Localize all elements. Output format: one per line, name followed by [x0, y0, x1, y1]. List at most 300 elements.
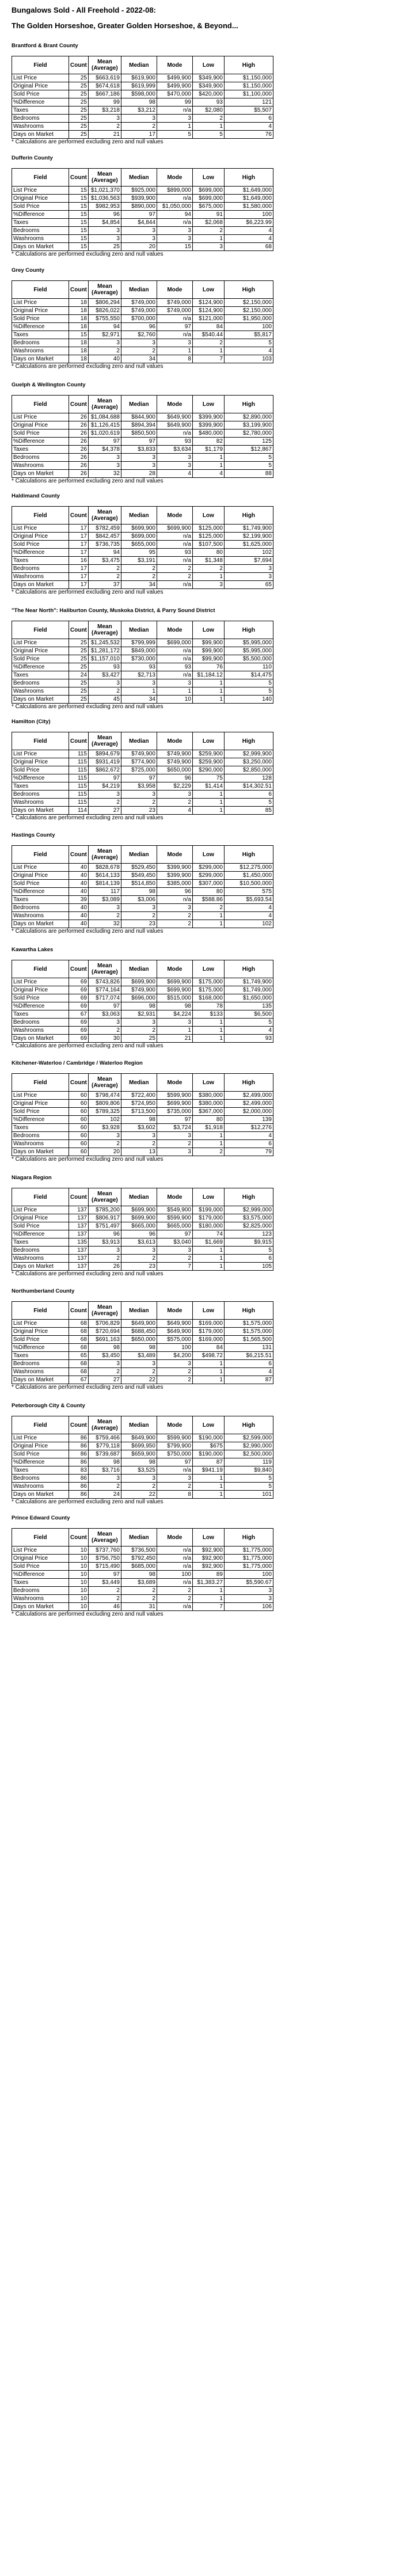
- table-row: [12, 1238, 273, 1247]
- stat-cell: 15: [69, 331, 89, 339]
- stat-cell: 23: [121, 920, 157, 928]
- stat-cell: 102: [88, 1116, 121, 1124]
- stat-cell: 40: [69, 888, 89, 896]
- column-header: Median: [121, 621, 157, 639]
- stat-cell: 2: [121, 565, 157, 573]
- column-header: Mode: [157, 169, 192, 187]
- stat-cell: $349,900: [192, 82, 224, 90]
- region-section: [12, 155, 391, 258]
- field-label: Original Price: [12, 1328, 69, 1336]
- column-header: Mode: [157, 56, 192, 74]
- column-header: Field: [12, 169, 69, 187]
- stat-cell: 5: [224, 799, 273, 807]
- stat-cell: 3: [121, 791, 157, 799]
- field-label: Bedrooms: [12, 1475, 69, 1483]
- stat-cell: 2: [88, 799, 121, 807]
- stat-cell: $2,499,000: [224, 1100, 273, 1108]
- stat-cell: $699,000: [121, 533, 157, 541]
- field-label: List Price: [12, 525, 69, 533]
- stats-table: [12, 1416, 273, 1499]
- stat-cell: n/a: [157, 647, 192, 655]
- stat-cell: 74: [192, 1230, 224, 1238]
- field-label: List Price: [12, 74, 69, 82]
- table-header-row: [12, 732, 273, 750]
- field-label: List Price: [12, 1206, 69, 1214]
- stat-cell: $649,900: [157, 1328, 192, 1336]
- column-header: Count: [69, 732, 89, 750]
- stat-cell: 2: [121, 912, 157, 920]
- stat-cell: $849,000: [121, 647, 157, 655]
- stat-cell: $6,223.99: [224, 219, 273, 227]
- stat-cell: $6,500: [224, 1010, 273, 1019]
- column-header: Mean (Average): [88, 1302, 121, 1320]
- stat-cell: $659,900: [121, 1450, 157, 1458]
- stat-cell: 1: [192, 920, 224, 928]
- stat-cell: 2: [157, 1587, 192, 1595]
- stat-cell: $706,829: [88, 1320, 121, 1328]
- table-row: [12, 454, 273, 462]
- stat-cell: 3: [88, 1247, 121, 1255]
- stat-cell: 4: [192, 470, 224, 478]
- stat-cell: 139: [224, 1116, 273, 1124]
- stat-cell: $4,844: [121, 219, 157, 227]
- calculation-note: * Calculations are performed excluding zero and null values: [12, 704, 164, 710]
- stat-cell: 4: [224, 347, 273, 355]
- stat-cell: $399,900: [192, 413, 224, 421]
- field-label: %Difference: [12, 438, 69, 446]
- table-row: [12, 470, 273, 478]
- stat-cell: 1: [192, 1475, 224, 1483]
- stat-cell: 32: [88, 920, 121, 928]
- stat-cell: 6: [224, 1360, 273, 1368]
- field-label: %Difference: [12, 549, 69, 557]
- field-label: Sold Price: [12, 1450, 69, 1458]
- table-row: [12, 299, 273, 307]
- stat-cell: $1,450,000: [224, 872, 273, 880]
- column-header: Count: [69, 1188, 89, 1206]
- stat-cell: 3: [157, 679, 192, 687]
- stat-cell: $575,000: [157, 1336, 192, 1344]
- stat-cell: n/a: [157, 219, 192, 227]
- region-title: Kitchener-Waterloo / Cambridge / Waterloo Region: [12, 1060, 143, 1066]
- table-row: [12, 647, 273, 655]
- stat-cell: n/a: [157, 541, 192, 549]
- stat-cell: 10: [157, 696, 192, 704]
- stat-cell: $1,383.27: [192, 1579, 224, 1587]
- table-row: [12, 525, 273, 533]
- calculation-note: * Calculations are performed excluding zero and null values: [12, 1611, 164, 1617]
- field-label: %Difference: [12, 663, 69, 671]
- stat-cell: $696,000: [121, 994, 157, 1002]
- stat-cell: $9,840: [224, 1466, 273, 1475]
- table-row: [12, 1255, 273, 1263]
- field-label: Days on Market: [12, 1376, 69, 1384]
- field-label: Sold Price: [12, 203, 69, 211]
- stat-cell: 4: [224, 1368, 273, 1376]
- stat-cell: $743,826: [88, 978, 121, 986]
- stat-cell: 10: [69, 1603, 89, 1611]
- stat-cell: 87: [224, 1376, 273, 1384]
- stat-cell: 86: [69, 1458, 89, 1466]
- stat-cell: 68: [69, 1344, 89, 1352]
- stat-cell: 115: [69, 791, 89, 799]
- stat-cell: 2: [88, 573, 121, 581]
- stat-cell: 96: [88, 211, 121, 219]
- stat-cell: $2,000,000: [224, 1108, 273, 1116]
- stat-cell: $1,565,500: [224, 1336, 273, 1344]
- stat-cell: 17: [69, 565, 89, 573]
- table-row: [12, 1563, 273, 1571]
- stat-cell: $5,500,000: [224, 655, 273, 663]
- stat-cell: $749,900: [121, 750, 157, 758]
- stat-cell: 1: [192, 1360, 224, 1368]
- stat-cell: $720,694: [88, 1328, 121, 1336]
- stat-cell: 25: [69, 82, 89, 90]
- table-header-row: [12, 960, 273, 978]
- field-label: Taxes: [12, 1010, 69, 1019]
- table-header-row: [12, 1302, 273, 1320]
- table-row: [12, 1140, 273, 1148]
- column-header: Low: [192, 281, 224, 299]
- stat-cell: $7,694: [224, 557, 273, 565]
- stat-cell: $674,618: [88, 82, 121, 90]
- field-label: Original Price: [12, 1100, 69, 1108]
- column-header: Mean (Average): [88, 169, 121, 187]
- stat-cell: 18: [69, 339, 89, 347]
- field-label: Original Price: [12, 307, 69, 315]
- stat-cell: 39: [69, 896, 89, 904]
- stat-cell: $619,999: [121, 82, 157, 90]
- table-row: [12, 1124, 273, 1132]
- stat-cell: 67: [69, 1376, 89, 1384]
- stat-cell: $2,713: [121, 671, 157, 679]
- stat-cell: $107,500: [192, 541, 224, 549]
- stat-cell: 22: [121, 1491, 157, 1499]
- column-header: Count: [69, 1074, 89, 1092]
- stat-cell: n/a: [157, 1579, 192, 1587]
- column-header: Median: [121, 56, 157, 74]
- field-label: Taxes: [12, 896, 69, 904]
- table-row: [12, 864, 273, 872]
- region-section: [12, 607, 391, 711]
- table-row: [12, 679, 273, 687]
- stat-cell: 3: [88, 1360, 121, 1368]
- field-label: Original Price: [12, 758, 69, 766]
- stat-cell: 98: [121, 1458, 157, 1466]
- stat-cell: $1,575,000: [224, 1328, 273, 1336]
- stat-cell: 25: [69, 696, 89, 704]
- stat-cell: $168,000: [192, 994, 224, 1002]
- stat-cell: 25: [121, 1035, 157, 1043]
- table-row: [12, 235, 273, 243]
- stat-cell: $588.86: [192, 896, 224, 904]
- stat-cell: $1,281,172: [88, 647, 121, 655]
- stat-cell: $1,775,000: [224, 1547, 273, 1555]
- stat-cell: 1: [192, 1132, 224, 1140]
- column-header: Mode: [157, 1416, 192, 1434]
- stat-cell: $844,900: [121, 413, 157, 421]
- stat-cell: 89: [192, 1571, 224, 1579]
- table-row: [12, 1108, 273, 1116]
- stat-cell: 97: [157, 1230, 192, 1238]
- field-label: Days on Market: [12, 131, 69, 139]
- stat-cell: 4: [157, 807, 192, 815]
- stat-cell: 97: [157, 1458, 192, 1466]
- field-label: List Price: [12, 1092, 69, 1100]
- column-header: High: [224, 56, 273, 74]
- stat-cell: 60: [69, 1140, 89, 1148]
- field-label: Original Price: [12, 82, 69, 90]
- stat-cell: $649,900: [157, 421, 192, 430]
- table-row: [12, 1450, 273, 1458]
- stat-cell: $99,900: [192, 639, 224, 647]
- calculation-note: * Calculations are performed excluding zero and null values: [12, 1499, 164, 1505]
- stat-cell: 137: [69, 1230, 89, 1238]
- table-row: [12, 904, 273, 912]
- stat-cell: $2,068: [192, 219, 224, 227]
- field-label: Taxes: [12, 219, 69, 227]
- field-label: Taxes: [12, 331, 69, 339]
- regions-container: [12, 43, 391, 1618]
- region-section: [12, 832, 391, 935]
- stat-cell: 40: [69, 872, 89, 880]
- column-header: Mode: [157, 1529, 192, 1547]
- stat-cell: 137: [69, 1263, 89, 1271]
- stat-cell: n/a: [157, 557, 192, 565]
- stat-cell: $699,900: [121, 978, 157, 986]
- field-label: Taxes: [12, 446, 69, 454]
- stats-table: [12, 168, 273, 251]
- stat-cell: 18: [69, 323, 89, 331]
- stat-cell: 83: [69, 1466, 89, 1475]
- stat-cell: $3,634: [157, 446, 192, 454]
- stat-cell: $1,084,688: [88, 413, 121, 421]
- stat-cell: n/a: [157, 533, 192, 541]
- stat-cell: 10: [69, 1595, 89, 1603]
- stat-cell: 5: [192, 131, 224, 139]
- stat-cell: 5: [224, 1247, 273, 1255]
- stat-cell: 88: [224, 470, 273, 478]
- stats-table: [12, 845, 273, 928]
- field-label: Bedrooms: [12, 454, 69, 462]
- region-section: [12, 1515, 391, 1618]
- stat-cell: 15: [157, 243, 192, 251]
- stat-cell: 1: [192, 347, 224, 355]
- stat-cell: $749,000: [121, 299, 157, 307]
- stat-cell: $1,749,000: [224, 986, 273, 994]
- field-label: Sold Price: [12, 880, 69, 888]
- field-label: Days on Market: [12, 807, 69, 815]
- column-header: Field: [12, 1074, 69, 1092]
- table-row: [12, 1247, 273, 1255]
- column-header: Count: [69, 621, 89, 639]
- table-row: [12, 696, 273, 704]
- stat-cell: 137: [69, 1206, 89, 1214]
- stat-cell: $179,000: [192, 1328, 224, 1336]
- stat-cell: $699,000: [192, 195, 224, 203]
- calculation-note: * Calculations are performed excluding zero and null values: [12, 139, 164, 145]
- column-header: Count: [69, 507, 89, 525]
- table-row: [12, 1587, 273, 1595]
- column-header: Field: [12, 507, 69, 525]
- field-label: Washrooms: [12, 687, 69, 696]
- stat-cell: 16: [69, 557, 89, 565]
- field-label: Sold Price: [12, 1563, 69, 1571]
- stat-cell: 101: [224, 1491, 273, 1499]
- column-header: Median: [121, 281, 157, 299]
- stat-cell: 80: [192, 549, 224, 557]
- stat-cell: $715,490: [88, 1563, 121, 1571]
- stat-cell: $133: [192, 1010, 224, 1019]
- table-row: [12, 315, 273, 323]
- stat-cell: 60: [69, 1092, 89, 1100]
- stat-cell: $2,599,000: [224, 1434, 273, 1442]
- stat-cell: $3,475: [88, 557, 121, 565]
- stat-cell: $699,900: [157, 978, 192, 986]
- stat-cell: 2: [88, 1027, 121, 1035]
- table-row: [12, 986, 273, 994]
- field-label: List Price: [12, 299, 69, 307]
- stat-cell: $549,900: [157, 1206, 192, 1214]
- stat-cell: 4: [224, 235, 273, 243]
- stat-cell: $826,022: [88, 307, 121, 315]
- stat-cell: 102: [224, 549, 273, 557]
- field-label: %Difference: [12, 888, 69, 896]
- stat-cell: 26: [69, 413, 89, 421]
- stat-cell: 68: [69, 1368, 89, 1376]
- field-label: Washrooms: [12, 235, 69, 243]
- stat-cell: 17: [69, 573, 89, 581]
- region-section: [12, 382, 391, 485]
- field-label: Sold Price: [12, 1108, 69, 1116]
- stat-cell: $685,000: [121, 1563, 157, 1571]
- stat-cell: $828,678: [88, 864, 121, 872]
- stat-cell: $599,900: [157, 1092, 192, 1100]
- stat-cell: $121,000: [192, 315, 224, 323]
- column-header: Field: [12, 281, 69, 299]
- stat-cell: 97: [157, 323, 192, 331]
- table-row: [12, 1320, 273, 1328]
- table-row: [12, 639, 273, 647]
- stat-cell: 115: [69, 799, 89, 807]
- stat-cell: 28: [121, 470, 157, 478]
- field-label: Washrooms: [12, 799, 69, 807]
- stat-cell: $1,625,000: [224, 541, 273, 549]
- stat-cell: $4,219: [88, 782, 121, 791]
- stat-cell: 5: [224, 339, 273, 347]
- stat-cell: 2: [88, 347, 121, 355]
- column-header: High: [224, 1416, 273, 1434]
- stat-cell: 17: [121, 131, 157, 139]
- stat-cell: 22: [121, 1376, 157, 1384]
- stat-cell: 6: [224, 115, 273, 123]
- stat-cell: 25: [69, 107, 89, 115]
- column-header: Mean (Average): [88, 1074, 121, 1092]
- field-label: List Price: [12, 639, 69, 647]
- stat-cell: 26: [69, 470, 89, 478]
- stat-cell: 2: [88, 1368, 121, 1376]
- stat-cell: $650,000: [157, 766, 192, 774]
- stat-cell: $3,063: [88, 1010, 121, 1019]
- table-row: [12, 920, 273, 928]
- stat-cell: 3: [121, 1132, 157, 1140]
- stat-cell: 3: [157, 227, 192, 235]
- stat-cell: 15: [69, 219, 89, 227]
- stat-cell: 3: [157, 462, 192, 470]
- table-row: [12, 1595, 273, 1603]
- stat-cell: 2: [157, 1255, 192, 1263]
- field-label: Washrooms: [12, 347, 69, 355]
- stat-cell: $3,427: [88, 671, 121, 679]
- column-header: Low: [192, 56, 224, 74]
- stat-cell: 1: [192, 1263, 224, 1271]
- column-header: Median: [121, 1302, 157, 1320]
- table-row: [12, 430, 273, 438]
- stat-cell: $1,100,000: [224, 90, 273, 98]
- field-label: %Difference: [12, 211, 69, 219]
- table-row: [12, 1116, 273, 1124]
- table-row: [12, 82, 273, 90]
- stat-cell: 69: [69, 1035, 89, 1043]
- table-row: [12, 219, 273, 227]
- table-row: [12, 131, 273, 139]
- field-label: List Price: [12, 978, 69, 986]
- stat-cell: 60: [69, 1100, 89, 1108]
- table-row: [12, 323, 273, 331]
- stat-cell: $756,750: [88, 1555, 121, 1563]
- stat-cell: 1: [157, 123, 192, 131]
- stat-cell: 87: [192, 1458, 224, 1466]
- stat-cell: 2: [88, 1483, 121, 1491]
- stat-cell: 10: [69, 1547, 89, 1555]
- column-header: High: [224, 960, 273, 978]
- stat-cell: $5,590.67: [224, 1579, 273, 1587]
- stat-cell: 40: [88, 355, 121, 363]
- stat-cell: 68: [69, 1320, 89, 1328]
- stat-cell: $649,900: [157, 413, 192, 421]
- stat-cell: $2,199,900: [224, 533, 273, 541]
- table-row: [12, 758, 273, 766]
- stat-cell: 110: [224, 663, 273, 671]
- table-row: [12, 799, 273, 807]
- column-header: Median: [121, 507, 157, 525]
- stat-cell: $399,900: [157, 872, 192, 880]
- stat-cell: 69: [69, 986, 89, 994]
- field-label: List Price: [12, 750, 69, 758]
- stat-cell: $470,000: [157, 90, 192, 98]
- stat-cell: 15: [69, 203, 89, 211]
- field-label: Taxes: [12, 1238, 69, 1247]
- stat-cell: $124,900: [192, 299, 224, 307]
- stat-cell: 45: [88, 696, 121, 704]
- stat-cell: 98: [157, 1002, 192, 1010]
- stat-cell: $349,900: [192, 74, 224, 82]
- stat-cell: $1,157,010: [88, 655, 121, 663]
- stat-cell: $190,000: [192, 1434, 224, 1442]
- stat-cell: 32: [88, 470, 121, 478]
- stat-cell: $722,400: [121, 1092, 157, 1100]
- stats-table: [12, 506, 273, 589]
- column-header: Mode: [157, 507, 192, 525]
- stat-cell: 34: [121, 581, 157, 589]
- region-title: Peterborough City & County: [12, 1403, 85, 1409]
- stats-table: [12, 960, 273, 1043]
- stat-cell: 80: [192, 1116, 224, 1124]
- table-row: [12, 888, 273, 896]
- stat-cell: 60: [69, 1116, 89, 1124]
- stat-cell: 15: [69, 227, 89, 235]
- field-label: Washrooms: [12, 123, 69, 131]
